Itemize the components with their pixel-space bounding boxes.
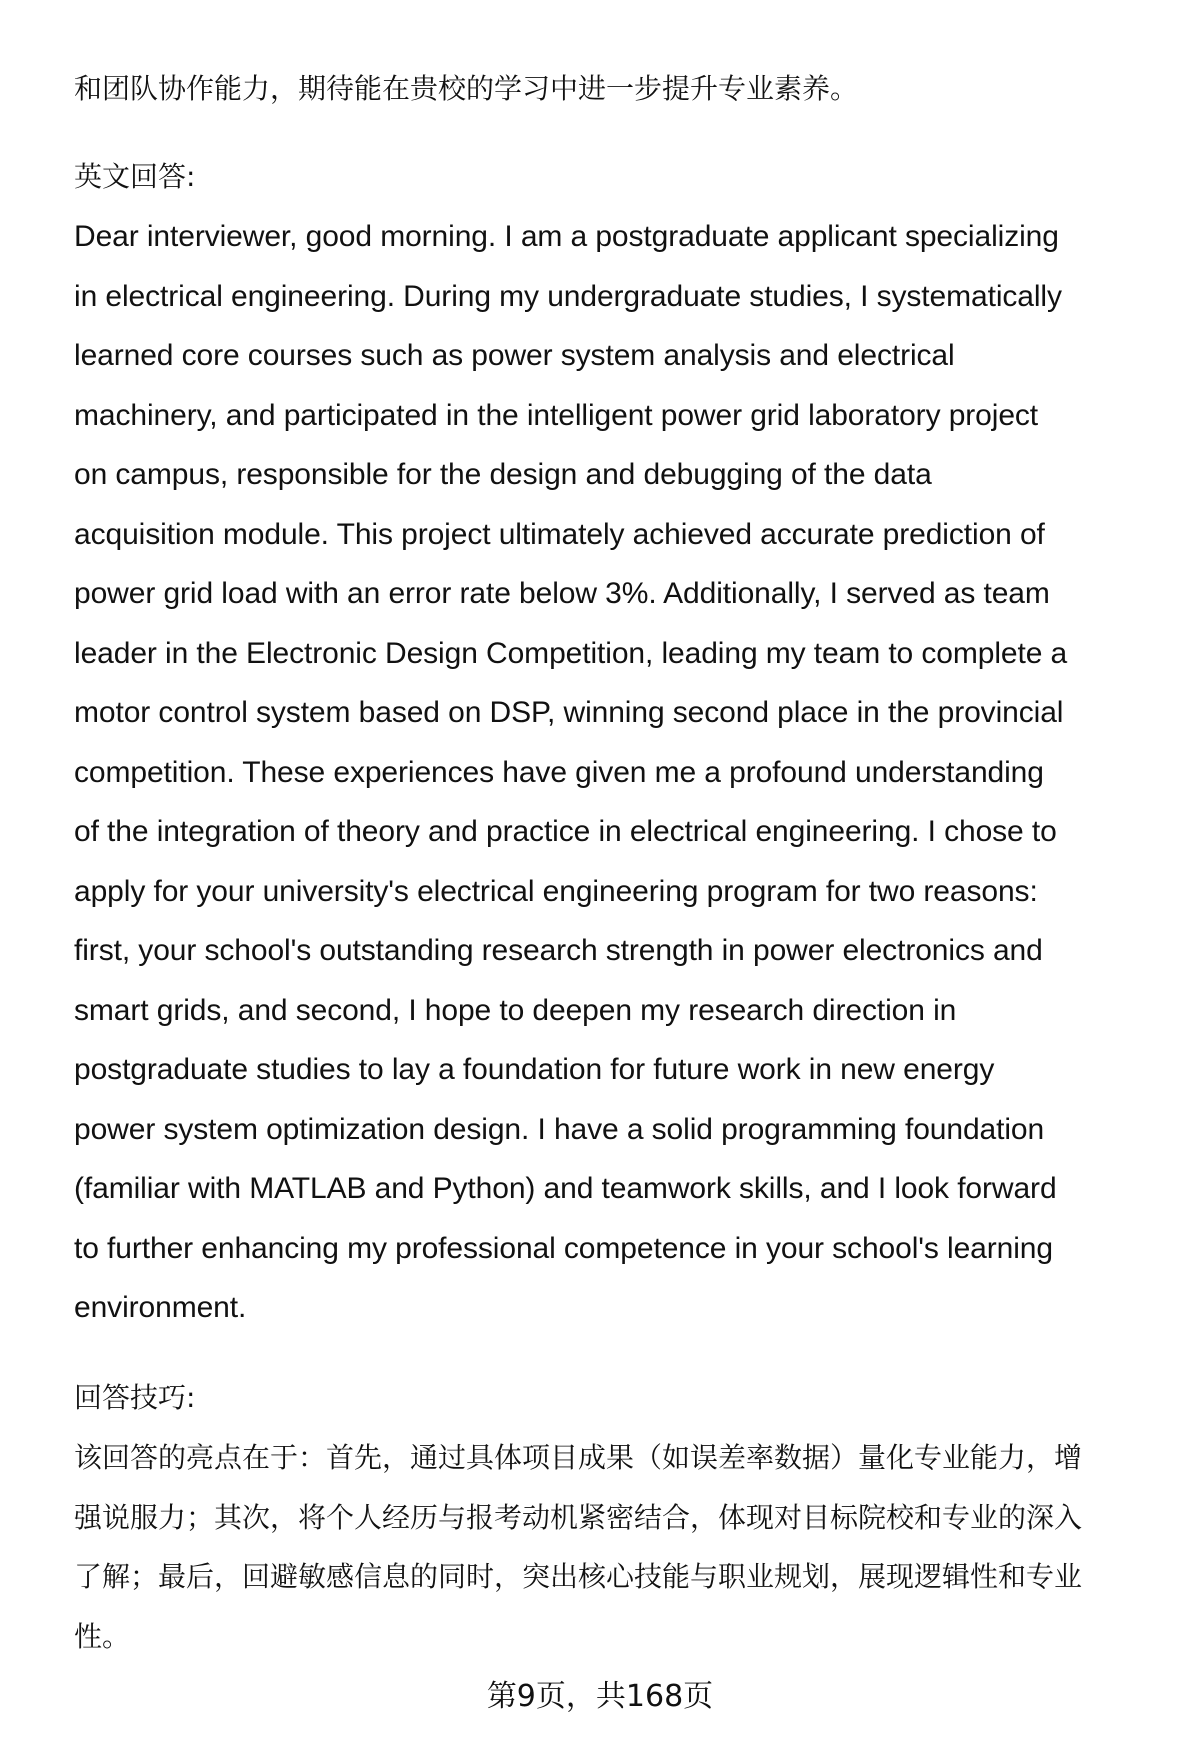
page-number-footer: 第9页，共168页 [486, 1679, 714, 1714]
tips-heading: 回答技巧: [74, 1381, 196, 1414]
text-line: 了解；最后，回避敏感信息的同时，突出核心技能与职业规划，展现逻辑性和专业 [74, 1560, 1083, 1593]
text-line: environment. [74, 1291, 247, 1324]
text-line: on campus, responsible for the design and debugging of the data [74, 458, 932, 491]
text-line: motor control system based on DSP, winning second place in the provincial [74, 696, 1064, 729]
text-line: postgraduate studies to lay a foundation for future work in new energy [74, 1053, 995, 1086]
text-line: power system optimization design. I have a solid programming foundation [74, 1112, 1045, 1146]
text-line: leader in the Electronic Design Competition, leading my team to complete a [74, 636, 1068, 670]
text-line: 性。 [74, 1619, 131, 1653]
english-answer-heading: 英文回答: [74, 160, 196, 193]
text-line: to further enhancing my professional competence in your school's learning [74, 1231, 1053, 1265]
text-line: 强说服力；其次，将个人经历与报考动机紧密结合，体现对目标院校和专业的深入 [74, 1500, 1083, 1534]
text-line: acquisition module. This project ultimately achieved accurate prediction of [74, 517, 1045, 551]
text-line: competition. These experiences have given me a profound understanding [74, 755, 1044, 789]
text-line: power grid load with an error rate below 3%. Additionally, I served as team [74, 577, 1050, 610]
text-line: (familiar with MATLAB and Python) and teamwork skills, and I look forward [74, 1172, 1057, 1205]
text-line: first, your school's outstanding research strength in power electronics and [74, 934, 1043, 967]
text-line: smart grids, and second, I hope to deepen my research direction in [74, 993, 957, 1027]
intro-tail-text: 和团队协作能力，期待能在贵校的学习中进一步提升专业素养。 [74, 72, 859, 105]
text-line: 该回答的亮点在于：首先，通过具体项目成果（如误差率数据）量化专业能力，增 [74, 1441, 1083, 1474]
text-line: of the integration of theory and practice in electrical engineering. I chose to [74, 815, 1057, 848]
text-line: in electrical engineering. During my undergraduate studies, I systematically [74, 279, 1062, 313]
text-line: Dear interviewer, good morning. I am a postgraduate applicant specializing [74, 220, 1059, 253]
text-line: machinery, and participated in the intelligent power grid laboratory project [74, 398, 1039, 432]
text-line: apply for your university's electrical engineering program for two reasons: [74, 874, 1038, 908]
text-line: learned core courses such as power system analysis and electrical [74, 339, 955, 372]
